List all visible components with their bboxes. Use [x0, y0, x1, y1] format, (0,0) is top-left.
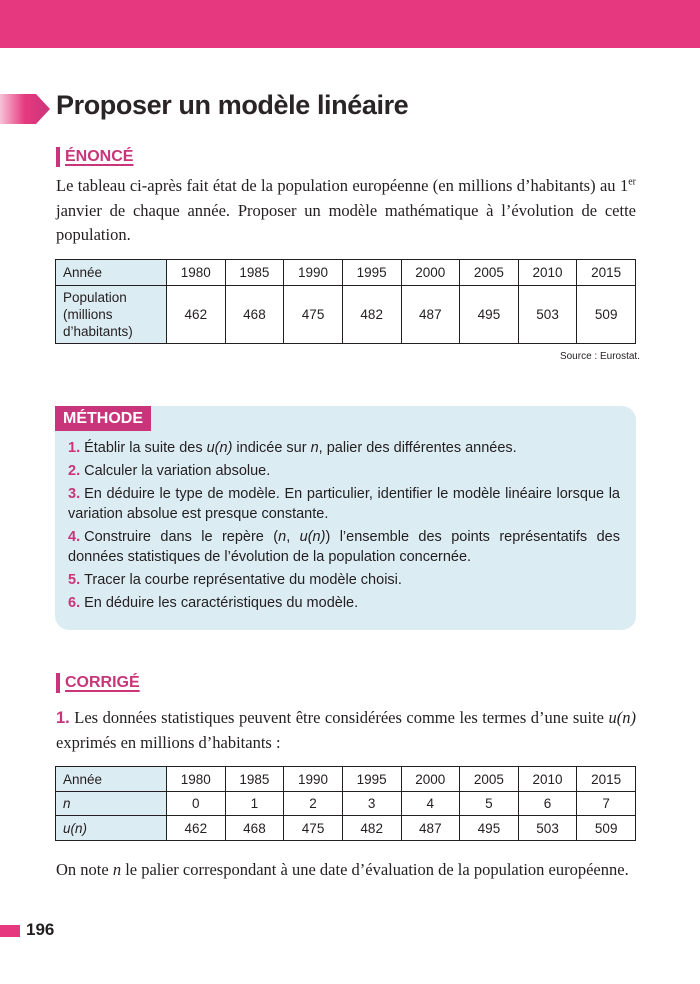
table-cell: 475: [284, 286, 343, 344]
table-cell: 462: [167, 286, 226, 344]
corrige-paragraph-2: [56, 858, 636, 883]
step-number: 4.: [68, 529, 81, 545]
source-note: Source : Eurostat.: [559, 351, 640, 362]
step-text: En déduire les caractéristiques du modèle.: [84, 595, 359, 611]
table-cell: 503: [518, 816, 577, 841]
enonce-text-1: Le tableau ci-après fait état de la population européenne (en millions d’habitants) au 1: [56, 176, 629, 195]
table-cell: 468: [225, 816, 284, 841]
table-cell: 482: [342, 286, 401, 344]
table-cell: 509: [577, 286, 636, 344]
corrige-label: [56, 672, 140, 694]
method-step: [68, 461, 620, 481]
step-math: n: [278, 529, 287, 545]
page-title: Proposer un modèle linéaire: [56, 90, 409, 120]
table-row: [56, 792, 636, 816]
table-cell: 495: [460, 286, 519, 344]
population-table: [55, 259, 636, 344]
table-row: [56, 767, 636, 792]
table-cell: 1995: [342, 260, 401, 286]
table-head-annee: Année: [56, 767, 167, 792]
table-head-annee: Année: [56, 260, 167, 286]
step-text: ) l’ensemble des points représentatifs des données statistiques de l’évolution de la population concernée.: [68, 529, 620, 565]
table-cell: 487: [401, 286, 460, 344]
table-cell: 495: [460, 816, 519, 841]
head-line: Population: [63, 290, 127, 305]
step-text: Tracer la courbe représentative du modèle choisi.: [84, 572, 402, 588]
table-cell: 2010: [518, 767, 577, 792]
table-row: [56, 260, 636, 286]
table-cell: 2005: [460, 767, 519, 792]
table-cell: 1985: [225, 767, 284, 792]
table-head-population: [56, 286, 167, 344]
step-math: u(n): [206, 440, 233, 456]
corrige-text: le palier correspondant à une date d’évaluation de la population européenne.: [121, 860, 629, 879]
enonce-label-text: ÉNONCÉ: [65, 148, 134, 165]
step-number: 6.: [68, 595, 81, 611]
enonce-paragraph: [56, 174, 636, 248]
methode-label: MÉTHODE: [55, 406, 151, 431]
table-cell: 1980: [167, 767, 226, 792]
table-cell: 1990: [284, 260, 343, 286]
table-cell: 2000: [401, 260, 460, 286]
table-cell: 2: [284, 792, 343, 816]
corrige-step-number: 1.: [56, 709, 70, 727]
page-number: 196: [26, 920, 55, 939]
step-number: 3.: [68, 486, 81, 502]
table-cell: 1980: [167, 260, 226, 286]
corrige-label-text: CORRIGÉ: [65, 674, 140, 691]
step-math: u(n): [299, 529, 326, 545]
page-number-bar: [0, 925, 20, 937]
label-bar: [56, 673, 60, 693]
table-cell: 2000: [401, 767, 460, 792]
corrige-paragraph-1: [56, 706, 636, 755]
table-head-un: u(n): [56, 816, 167, 841]
table-cell: 1990: [284, 767, 343, 792]
step-number: 1.: [68, 440, 81, 456]
top-color-band: [0, 0, 700, 48]
step-number: 2.: [68, 463, 81, 479]
enonce-sup: er: [628, 176, 636, 188]
corrige-math: u(n): [608, 708, 636, 727]
table-head-n: n: [56, 792, 167, 816]
table-cell: 3: [342, 792, 401, 816]
table-row: [56, 286, 636, 344]
step-text: indicée sur: [232, 440, 311, 456]
method-step: [68, 570, 620, 590]
table-cell: 503: [518, 286, 577, 344]
method-step: [68, 527, 620, 567]
step-text: , palier des différentes années.: [318, 440, 517, 456]
method-steps: [68, 438, 620, 616]
method-step: [68, 593, 620, 613]
table-cell: 6: [518, 792, 577, 816]
head-line: d’habitants): [63, 324, 133, 339]
head-line: (millions: [63, 307, 113, 322]
corrige-text: Les données statistiques peuvent être considérées comme les termes d’une suite: [69, 708, 609, 727]
table-cell: 482: [342, 816, 401, 841]
step-number: 5.: [68, 572, 81, 588]
method-step: [68, 438, 620, 458]
table-cell: 1985: [225, 260, 284, 286]
enonce-label: [56, 146, 133, 168]
table-cell: 1995: [342, 767, 401, 792]
table-cell: 462: [167, 816, 226, 841]
corrige-text: exprimés en millions d’habitants :: [56, 732, 281, 752]
table-cell: 2005: [460, 260, 519, 286]
table-cell: 468: [225, 286, 284, 344]
sequence-table: [55, 766, 636, 841]
corrige-text: On note: [56, 860, 113, 879]
label-bar: [56, 147, 60, 167]
table-row: [56, 816, 636, 841]
table-cell: 7: [577, 792, 636, 816]
step-text: ,: [286, 529, 300, 545]
table-cell: 0: [167, 792, 226, 816]
table-cell: 509: [577, 816, 636, 841]
step-math: n: [310, 440, 319, 456]
table-cell: 487: [401, 816, 460, 841]
step-text: Calculer la variation absolue.: [84, 463, 271, 479]
enonce-text-2: janvier de chaque année. Proposer un modèle mathématique à l’évolution de cette population.: [56, 200, 636, 244]
table-cell: 5: [460, 792, 519, 816]
step-text: Construire dans le repère (: [84, 529, 279, 545]
step-text: Établir la suite des: [84, 440, 207, 456]
table-cell: 475: [284, 816, 343, 841]
method-step: [68, 484, 620, 524]
table-cell: 2010: [518, 260, 577, 286]
title-arrow-icon: [0, 94, 50, 124]
table-cell: 2015: [577, 767, 636, 792]
table-cell: 4: [401, 792, 460, 816]
table-cell: 1: [225, 792, 284, 816]
corrige-math: n: [112, 860, 122, 879]
step-text: En déduire le type de modèle. En particulier, identifier le modèle linéaire lorsque la variation absolue est presque constante.: [68, 486, 620, 522]
table-cell: 2015: [577, 260, 636, 286]
